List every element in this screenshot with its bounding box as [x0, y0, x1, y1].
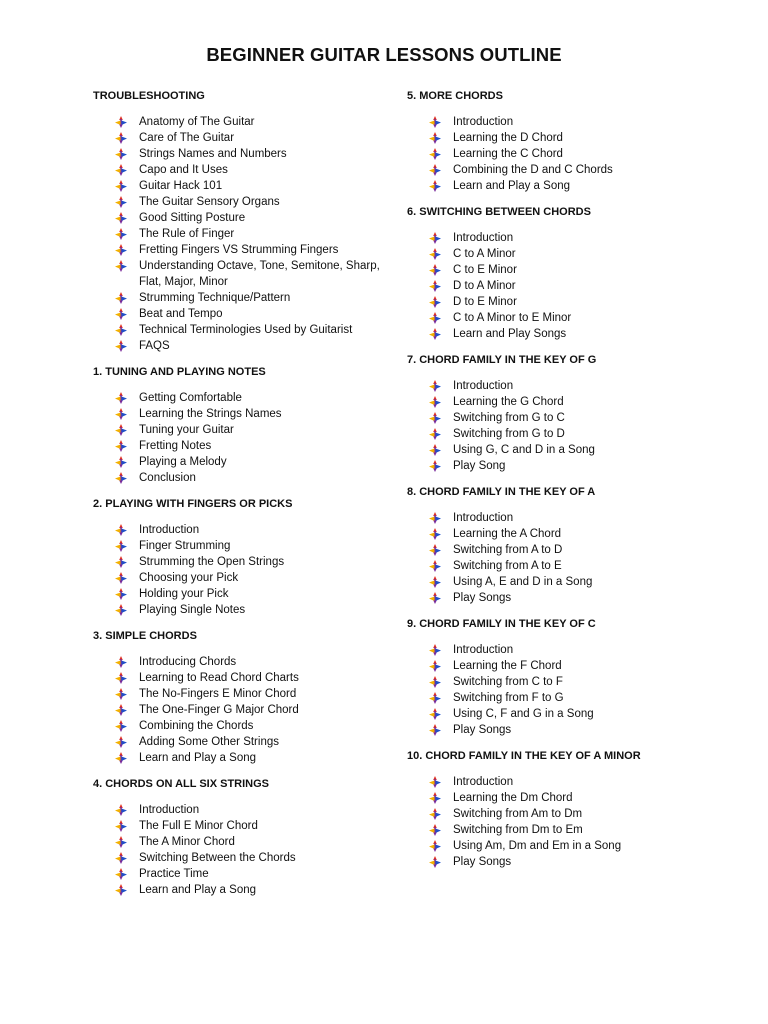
four-color-arrow-bullet-icon: [115, 852, 127, 864]
four-color-arrow-bullet-icon: [115, 588, 127, 600]
list-item: [93, 178, 393, 194]
list-item: [407, 854, 737, 870]
four-color-arrow-bullet-icon: [115, 704, 127, 716]
list-item: [407, 410, 737, 426]
four-color-arrow-bullet-icon: [115, 424, 127, 436]
four-color-arrow-bullet-icon: [429, 560, 441, 572]
section-heading: 4. CHORDS ON ALL SIX STRINGS: [93, 778, 270, 790]
four-color-arrow-bullet-icon: [429, 512, 441, 524]
list-item: [93, 454, 393, 470]
list-item-text: Learn and Play a Song: [139, 884, 257, 896]
list-item: [93, 718, 393, 734]
list-item: [407, 574, 737, 590]
list-item: [93, 470, 393, 486]
four-color-arrow-bullet-icon: [115, 196, 127, 208]
list-item: [93, 654, 393, 670]
list-item-text: Switching from A to E: [453, 560, 562, 572]
list-item: [407, 426, 737, 442]
list-item-text: Learn and Play a Song: [453, 180, 571, 192]
list-item-text: Introduction: [453, 232, 514, 244]
four-color-arrow-bullet-icon: [115, 392, 127, 404]
list-item-text: Learning the G Chord: [453, 396, 564, 408]
outline-section: [93, 88, 393, 354]
four-color-arrow-bullet-icon: [115, 656, 127, 668]
list-item: [93, 866, 393, 882]
list-item: [407, 394, 737, 410]
section-heading: 5. MORE CHORDS: [407, 90, 503, 102]
four-color-arrow-bullet-icon: [115, 180, 127, 192]
section-heading: 6. SWITCHING BETWEEN CHORDS: [407, 206, 591, 218]
four-color-arrow-bullet-icon: [429, 660, 441, 672]
list-item-text: Conclusion: [139, 472, 196, 484]
list-item-text: Switching from G to D: [453, 428, 565, 440]
list-item-text: Fretting Notes: [139, 440, 212, 452]
four-color-arrow-bullet-icon: [429, 132, 441, 144]
section-heading: TROUBLESHOOTING: [93, 90, 205, 102]
list-item: [407, 230, 737, 246]
list-item: [93, 242, 393, 258]
list-item: [93, 702, 393, 718]
section-heading: 2. PLAYING WITH FINGERS OR PICKS: [93, 498, 293, 510]
section-heading: 3. SIMPLE CHORDS: [93, 630, 197, 642]
list-item-text: Switching from C to F: [453, 676, 563, 688]
list-item-text: Learn and Play Songs: [453, 328, 567, 340]
list-item-text: The Full E Minor Chord: [139, 820, 258, 832]
list-item: [93, 226, 393, 242]
section-heading: 9. CHORD FAMILY IN THE KEY OF C: [407, 618, 596, 630]
list-item: [407, 790, 737, 806]
four-color-arrow-bullet-icon: [115, 868, 127, 880]
list-item-text: Guitar Hack 101: [139, 180, 223, 192]
list-item: [407, 246, 737, 262]
outline-section: [407, 484, 737, 606]
list-item: [93, 194, 393, 210]
section-item-list: [407, 114, 737, 194]
list-item-text: Finger Strumming: [139, 540, 231, 552]
list-item-text: Beat and Tempo: [139, 308, 223, 320]
list-item: [93, 602, 393, 618]
list-item: [93, 114, 393, 130]
list-item-text: Switching from F to G: [453, 692, 564, 704]
list-item-text: Introduction: [139, 804, 200, 816]
list-item-text: Switching Between the Chords: [139, 852, 296, 864]
list-item: [93, 438, 393, 454]
four-color-arrow-bullet-icon: [429, 248, 441, 260]
list-item: [407, 510, 737, 526]
four-color-arrow-bullet-icon: [429, 776, 441, 788]
list-item: [407, 310, 737, 326]
list-item: [407, 590, 737, 606]
list-item-text: Fretting Fingers VS Strumming Fingers: [139, 244, 339, 256]
list-item: [407, 774, 737, 790]
list-item: [407, 262, 737, 278]
four-color-arrow-bullet-icon: [115, 540, 127, 552]
four-color-arrow-bullet-icon: [115, 244, 127, 256]
list-item-text: Learning the F Chord: [453, 660, 562, 672]
outline-section: [407, 352, 737, 474]
list-item-text: Play Song: [453, 460, 506, 472]
outline-section: [407, 748, 737, 870]
list-item: [407, 278, 737, 294]
four-color-arrow-bullet-icon: [429, 824, 441, 836]
list-item-text: Care of The Guitar: [139, 132, 235, 144]
list-item-text: Learning to Read Chord Charts: [139, 672, 299, 684]
list-item: [93, 422, 393, 438]
list-item-text: Introduction: [139, 524, 200, 536]
four-color-arrow-bullet-icon: [429, 232, 441, 244]
list-item-text: The A Minor Chord: [139, 836, 235, 848]
four-color-arrow-bullet-icon: [115, 408, 127, 420]
four-color-arrow-bullet-icon: [115, 132, 127, 144]
list-item-text: Practice Time: [139, 868, 209, 880]
four-color-arrow-bullet-icon: [429, 708, 441, 720]
list-item: [407, 658, 737, 674]
four-color-arrow-bullet-icon: [429, 592, 441, 604]
four-color-arrow-bullet-icon: [115, 604, 127, 616]
list-item: [407, 458, 737, 474]
list-item-text: Introduction: [453, 512, 514, 524]
list-item-text: Using Am, Dm and Em in a Song: [453, 840, 622, 852]
section-item-list: [93, 390, 393, 486]
section-item-list: [407, 642, 737, 738]
list-item: [407, 178, 737, 194]
list-item-text: The One-Finger G Major Chord: [139, 704, 299, 716]
list-item: [407, 326, 737, 342]
four-color-arrow-bullet-icon: [115, 228, 127, 240]
outline-section: [93, 628, 393, 766]
list-item: [407, 822, 737, 838]
four-color-arrow-bullet-icon: [115, 556, 127, 568]
list-item: [93, 538, 393, 554]
list-item-text: Getting Comfortable: [139, 392, 242, 404]
list-item-text: Learn and Play a Song: [139, 752, 257, 764]
four-color-arrow-bullet-icon: [115, 164, 127, 176]
outline-section: [407, 204, 737, 342]
four-color-arrow-bullet-icon: [115, 340, 127, 352]
four-color-arrow-bullet-icon: [429, 460, 441, 472]
right-column: [407, 88, 737, 870]
list-item: [407, 558, 737, 574]
list-item: [407, 722, 737, 738]
list-item-text: Good Sitting Posture: [139, 212, 246, 224]
list-item: [407, 542, 737, 558]
list-item-text: The Rule of Finger: [139, 228, 235, 240]
list-item: [93, 146, 393, 162]
list-item-text: C to A Minor to E Minor: [453, 312, 572, 324]
list-item: [93, 390, 393, 406]
four-color-arrow-bullet-icon: [429, 544, 441, 556]
outline-section: [407, 88, 737, 194]
four-color-arrow-bullet-icon: [429, 264, 441, 276]
list-item: [407, 690, 737, 706]
list-item-text: The No-Fingers E Minor Chord: [139, 688, 297, 700]
list-item: [93, 734, 393, 750]
four-color-arrow-bullet-icon: [115, 836, 127, 848]
four-color-arrow-bullet-icon: [115, 308, 127, 320]
list-item-text: Strumming Technique/Pattern: [139, 292, 291, 304]
section-heading: 1. TUNING AND PLAYING NOTES: [93, 366, 266, 378]
list-item: [93, 554, 393, 570]
section-heading: 7. CHORD FAMILY IN THE KEY OF G: [407, 354, 597, 366]
list-item-text: Holding your Pick: [139, 588, 229, 600]
four-color-arrow-bullet-icon: [429, 280, 441, 292]
four-color-arrow-bullet-icon: [429, 840, 441, 852]
four-color-arrow-bullet-icon: [429, 528, 441, 540]
list-item: [407, 294, 737, 310]
four-color-arrow-bullet-icon: [429, 856, 441, 868]
four-color-arrow-bullet-icon: [115, 572, 127, 584]
list-item-text: D to A Minor: [453, 280, 516, 292]
list-item-text: Playing a Melody: [139, 456, 227, 468]
list-item: [93, 850, 393, 866]
list-item: [93, 586, 393, 602]
list-item: [93, 818, 393, 834]
list-item-text: C to E Minor: [453, 264, 517, 276]
four-color-arrow-bullet-icon: [115, 672, 127, 684]
four-color-arrow-bullet-icon: [429, 576, 441, 588]
list-item-text: Introduction: [453, 380, 514, 392]
list-item: [407, 642, 737, 658]
section-item-list: [407, 230, 737, 342]
four-color-arrow-bullet-icon: [429, 412, 441, 424]
four-color-arrow-bullet-icon: [115, 524, 127, 536]
list-item-text: Play Songs: [453, 724, 512, 736]
list-item-text: Switching from Dm to Em: [453, 824, 583, 836]
list-item: [407, 442, 737, 458]
list-item-text: Using G, C and D in a Song: [453, 444, 595, 456]
four-color-arrow-bullet-icon: [115, 804, 127, 816]
list-item: [407, 526, 737, 542]
four-color-arrow-bullet-icon: [115, 820, 127, 832]
list-item-text: FAQS: [139, 340, 170, 352]
list-item-text: Using A, E and D in a Song: [453, 576, 593, 588]
list-item: [93, 750, 393, 766]
four-color-arrow-bullet-icon: [429, 116, 441, 128]
list-item-text: Introducing Chords: [139, 656, 237, 668]
list-item: [407, 146, 737, 162]
four-color-arrow-bullet-icon: [115, 472, 127, 484]
left-column: [93, 88, 393, 898]
list-item: [93, 258, 393, 290]
four-color-arrow-bullet-icon: [115, 440, 127, 452]
list-item-text: Combining the Chords: [139, 720, 254, 732]
list-item: [93, 406, 393, 422]
four-color-arrow-bullet-icon: [429, 328, 441, 340]
list-item-text: Adding Some Other Strings: [139, 736, 279, 748]
list-item-text: Introduction: [453, 776, 514, 788]
four-color-arrow-bullet-icon: [115, 116, 127, 128]
list-item: [93, 670, 393, 686]
list-item-text: Introduction: [453, 116, 514, 128]
four-color-arrow-bullet-icon: [429, 180, 441, 192]
list-item: [93, 290, 393, 306]
section-heading: 10. CHORD FAMILY IN THE KEY OF A MINOR: [407, 750, 641, 762]
four-color-arrow-bullet-icon: [429, 396, 441, 408]
list-item: [93, 834, 393, 850]
list-item: [93, 162, 393, 178]
outline-section: [93, 776, 393, 898]
list-item-text: Switching from A to D: [453, 544, 563, 556]
list-item-text: Play Songs: [453, 856, 512, 868]
list-item-text: Capo and It Uses: [139, 164, 228, 176]
four-color-arrow-bullet-icon: [429, 676, 441, 688]
outline-section: [93, 496, 393, 618]
four-color-arrow-bullet-icon: [115, 720, 127, 732]
four-color-arrow-bullet-icon: [115, 324, 127, 336]
section-item-list: [407, 378, 737, 474]
section-item-list: [93, 522, 393, 618]
page-title: BEGINNER GUITAR LESSONS OUTLINE: [206, 44, 562, 65]
list-item-text: C to A Minor: [453, 248, 516, 260]
list-item: [93, 882, 393, 898]
list-item-text: The Guitar Sensory Organs: [139, 196, 280, 208]
list-item: [407, 162, 737, 178]
list-item-text: Strumming the Open Strings: [139, 556, 285, 568]
section-item-list: [93, 114, 393, 354]
list-item-text: Switching from Am to Dm: [453, 808, 583, 820]
four-color-arrow-bullet-icon: [429, 148, 441, 160]
section-item-list: [407, 774, 737, 870]
list-item-text: Playing Single Notes: [139, 604, 246, 616]
list-item-text: Learning the A Chord: [453, 528, 562, 540]
list-item-text: Combining the D and C Chords: [453, 164, 613, 176]
four-color-arrow-bullet-icon: [429, 692, 441, 704]
list-item: [93, 210, 393, 226]
list-item-text: Anatomy of The Guitar: [139, 116, 255, 128]
four-color-arrow-bullet-icon: [115, 292, 127, 304]
list-item-text: Using C, F and G in a Song: [453, 708, 594, 720]
four-color-arrow-bullet-icon: [429, 380, 441, 392]
list-item-text: Choosing your Pick: [139, 572, 239, 584]
list-item: [407, 114, 737, 130]
list-item: [407, 130, 737, 146]
four-color-arrow-bullet-icon: [429, 792, 441, 804]
four-color-arrow-bullet-icon: [115, 212, 127, 224]
list-item: [93, 338, 393, 354]
list-item-text: Technical Terminologies Used by Guitarist: [139, 324, 353, 336]
four-color-arrow-bullet-icon: [429, 724, 441, 736]
four-color-arrow-bullet-icon: [429, 808, 441, 820]
list-item-text: Learning the Strings Names: [139, 408, 282, 420]
list-item-text: Play Songs: [453, 592, 512, 604]
four-color-arrow-bullet-icon: [429, 164, 441, 176]
list-item: [93, 570, 393, 586]
four-color-arrow-bullet-icon: [429, 444, 441, 456]
list-item: [407, 838, 737, 854]
four-color-arrow-bullet-icon: [115, 884, 127, 896]
list-item: [93, 306, 393, 322]
list-item-text: Learning the C Chord: [453, 148, 563, 160]
outline-section: [407, 616, 737, 738]
list-item: [93, 522, 393, 538]
list-item-text: Switching from G to C: [453, 412, 565, 424]
list-item: [407, 378, 737, 394]
list-item-text: D to E Minor: [453, 296, 517, 308]
four-color-arrow-bullet-icon: [115, 736, 127, 748]
list-item-text: Learning the D Chord: [453, 132, 563, 144]
list-item: [407, 706, 737, 722]
four-color-arrow-bullet-icon: [429, 296, 441, 308]
list-item-text: Strings Names and Numbers: [139, 148, 287, 160]
list-item: [93, 130, 393, 146]
outline-section: [93, 364, 393, 486]
four-color-arrow-bullet-icon: [115, 148, 127, 160]
list-item: [93, 802, 393, 818]
four-color-arrow-bullet-icon: [115, 752, 127, 764]
four-color-arrow-bullet-icon: [429, 644, 441, 656]
section-heading: 8. CHORD FAMILY IN THE KEY OF A: [407, 486, 596, 498]
list-item-text: Understanding Octave, Tone, Semitone, Sharp, Flat, Major, Minor: [139, 260, 380, 288]
four-color-arrow-bullet-icon: [115, 260, 127, 272]
list-item: [407, 806, 737, 822]
list-item: [93, 686, 393, 702]
section-item-list: [407, 510, 737, 606]
section-item-list: [93, 802, 393, 898]
list-item: [93, 322, 393, 338]
four-color-arrow-bullet-icon: [429, 428, 441, 440]
list-item-text: Tuning your Guitar: [139, 424, 234, 436]
list-item: [407, 674, 737, 690]
section-item-list: [93, 654, 393, 766]
four-color-arrow-bullet-icon: [115, 688, 127, 700]
list-item-text: Learning the Dm Chord: [453, 792, 573, 804]
four-color-arrow-bullet-icon: [115, 456, 127, 468]
list-item-text: Introduction: [453, 644, 514, 656]
four-color-arrow-bullet-icon: [429, 312, 441, 324]
